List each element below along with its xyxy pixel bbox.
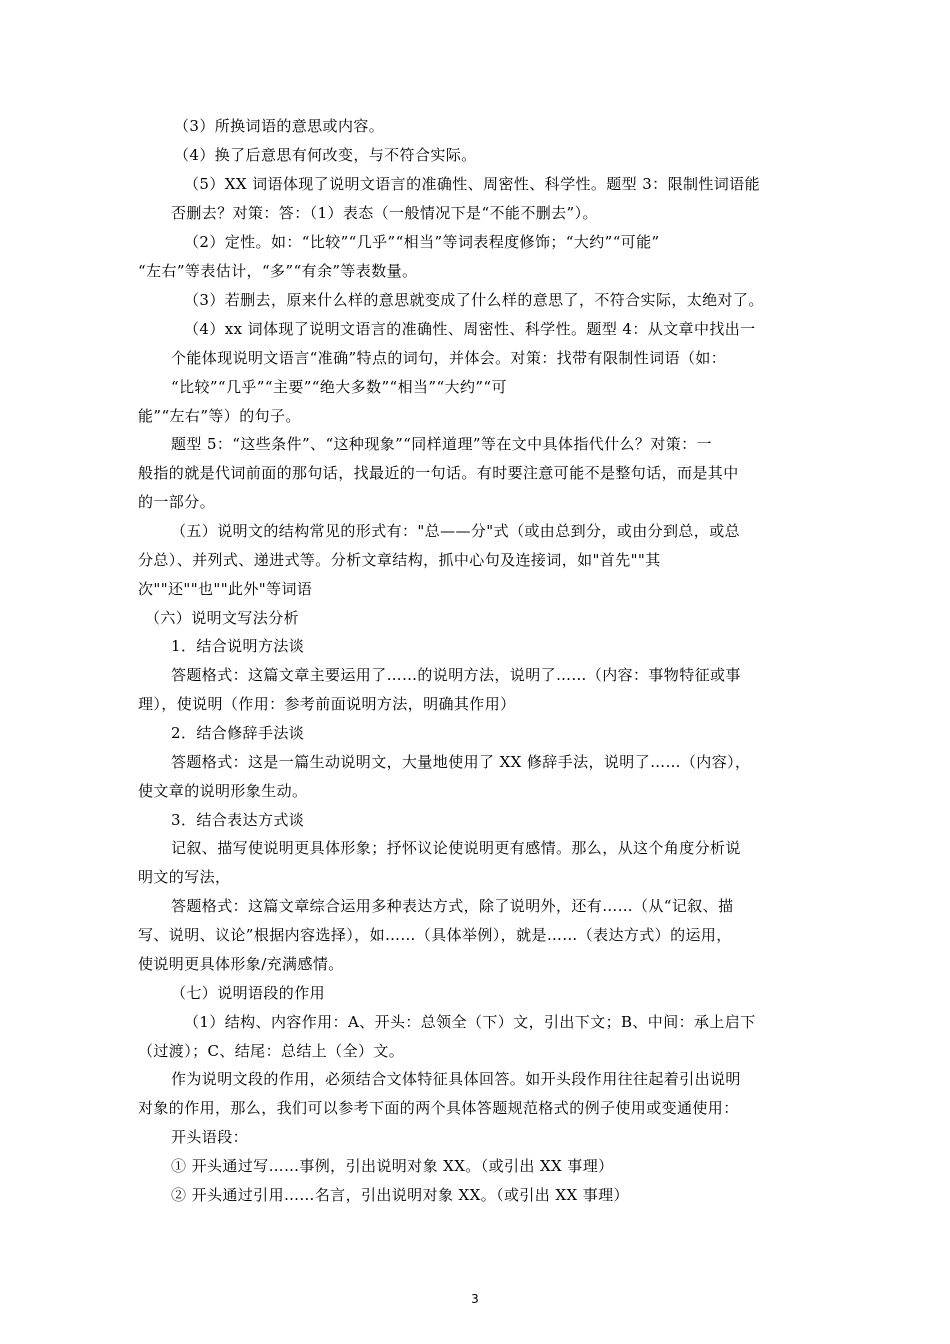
list-item: ① 开头通过写……事例，引出说明对象 XX。（或引出 XX 事理）: [171, 1157, 614, 1175]
text-line: （2）定性。如：“比较”“几乎”“相当”等词表程度修饰；“大约”“可能”: [184, 233, 660, 251]
text-line: 答题格式：这篇文章主要运用了……的说明方法，说明了……（内容：事物特征或事: [171, 666, 741, 684]
text-line: 个能体现说明文语言“准确”特点的词句，并体会。对策：找带有限制性词语（如：: [171, 349, 727, 367]
subsection-heading: 2．结合修辞手法谈: [171, 724, 305, 742]
section-heading: （六）说明文写法分析: [145, 609, 300, 627]
text-line: 的一部分。: [138, 493, 216, 511]
section-heading: （七）说明语段的作用: [171, 984, 326, 1002]
text-line: 使文章的说明形象生动。: [138, 782, 308, 800]
subsection-heading: 1．结合说明方法谈: [171, 637, 305, 655]
text-line: 次""还""也""此外"等词语: [138, 580, 313, 598]
text-line: “左右”等表估计，“多”“有余”等表数量。: [138, 262, 418, 280]
list-item: ② 开头通过引用……名言，引出说明对象 XX。（或引出 XX 事理）: [171, 1186, 629, 1204]
text-line: （5）XX 词语体现了说明文语言的准确性、周密性、科学性。题型 3：限制性词语能: [184, 175, 760, 193]
text-line: （五）说明文的结构常见的形式有："总——分"式（或由总到分，或由分到总，或总: [171, 522, 741, 540]
text-line: （3）若删去，原来什么样的意思就变成了什么样的意思了，不符合实际，太绝对了。: [184, 291, 764, 309]
page-number: 3: [471, 1292, 479, 1306]
text-line: 分总）、并列式、递进式等。分析文章结构，抓中心句及连接词，如"首先""其: [138, 551, 661, 569]
text-line: 写、说明、议论”根据内容选择），如……（具体举例），就是……（表达方式）的运用，: [138, 926, 732, 944]
text-line: 能”“左右”等）的句子。: [138, 407, 301, 425]
text-line: （3）所换词语的意思或内容。: [174, 117, 385, 135]
text-line: 般指的就是代词前面的那句话，找最近的一句话。有时要注意可能不是整句话，而是其中: [138, 464, 739, 482]
text-line: “比较”“几乎”“主要”“绝大多数”“相当”“大约”“可: [171, 378, 507, 396]
subsection-heading: 3．结合表达方式谈: [171, 811, 305, 829]
text-line: 答题格式：这是一篇生动说明文，大量地使用了 XX 修辞手法，说明了……（内容），: [171, 753, 751, 771]
text-line: 否删去？对策：答：（1）表态（一般情况下是“不能不删去”）。: [171, 204, 598, 222]
text-line: 题型 5：“这些条件”、“这种现象”“同样道理”等在文中具体指代什么？对策：一: [171, 435, 712, 453]
text-line: （1）结构、内容作用：A、开头：总领全（下）文，引出下文；B、中间：承上启下: [184, 1013, 756, 1031]
text-line: 明文的写法，: [138, 868, 231, 886]
text-line: （过渡）；C、结尾：总结上（全）文。: [138, 1042, 405, 1060]
text-line: 对象的作用，那么，我们可以参考下面的两个具体答题规范格式的例子使用或变通使用：: [138, 1099, 739, 1117]
text-line: 作为说明文段的作用，必须结合文体特征具体回答。如开头段作用往往起着引出说明: [171, 1070, 741, 1088]
text-line: 记叙、描写使说明更具体形象；抒怀议论使说明更有感情。那么，从这个角度分析说: [171, 839, 741, 857]
text-line: 答题格式：这篇文章综合运用多种表达方式，除了说明外，还有……（从“记叙、描: [171, 897, 734, 915]
text-line: 理），使说明（作用：参考前面说明方法，明确其作用）: [138, 695, 516, 713]
text-line: 开头语段：: [171, 1128, 249, 1146]
text-line: 使说明更具体形象/充满感情。: [138, 955, 344, 973]
text-line: （4）换了后意思有何改变，与不符合实际。: [174, 146, 477, 164]
text-line: （4）xx 词体现了说明文语言的准确性、周密性、科学性。题型 4：从文章中找出一: [184, 320, 756, 338]
